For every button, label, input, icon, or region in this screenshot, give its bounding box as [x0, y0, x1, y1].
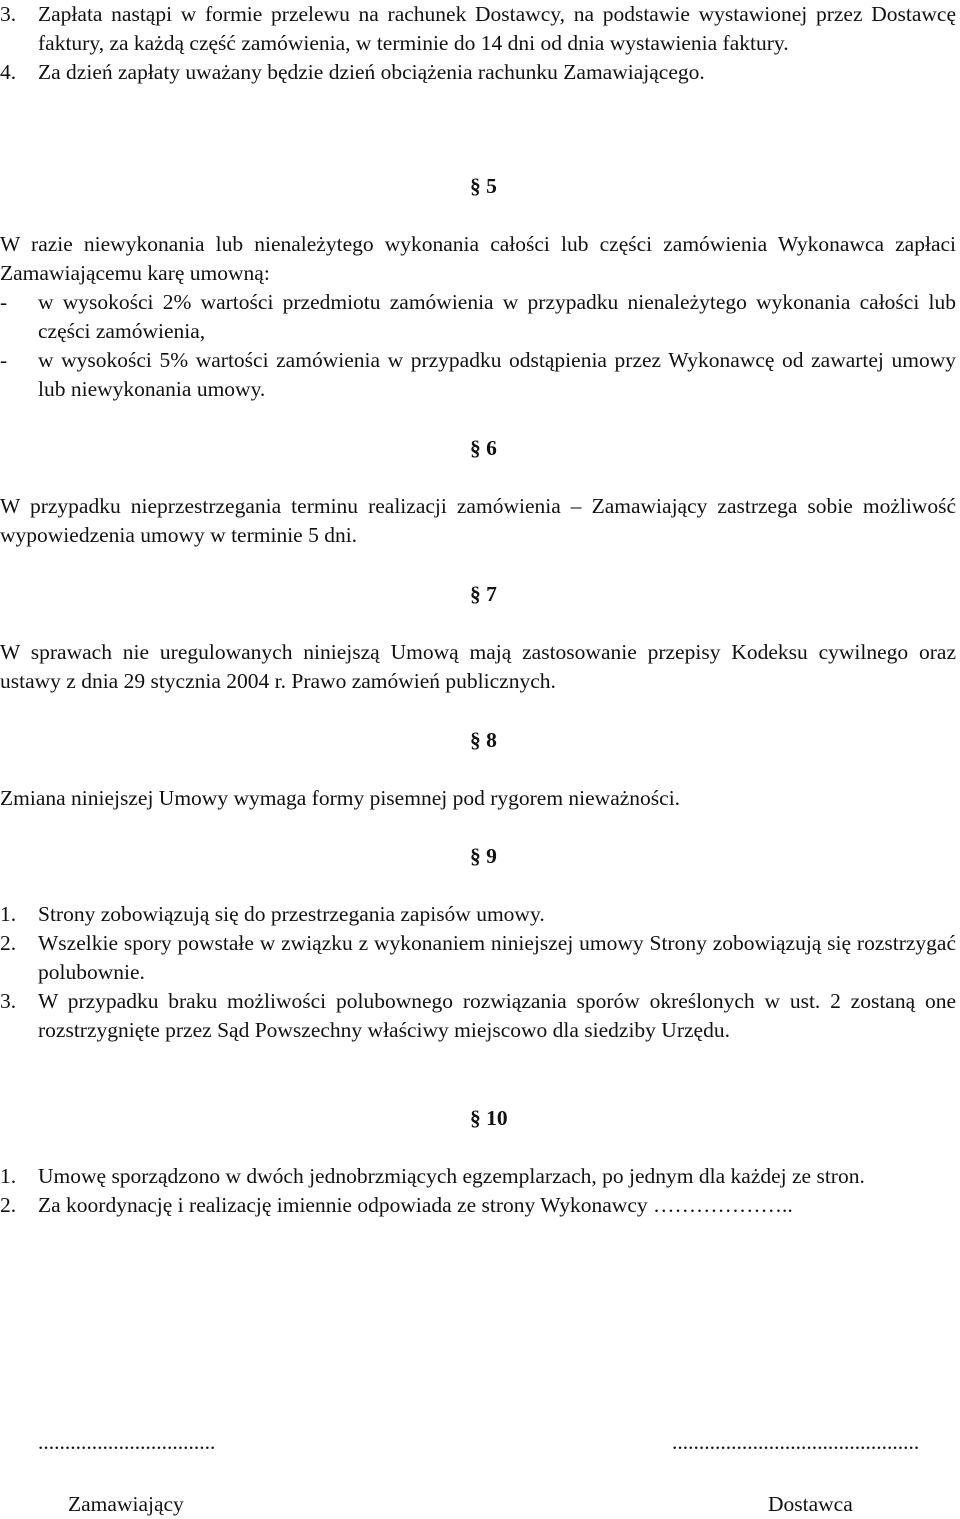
section-heading-6: § 6	[470, 436, 497, 460]
section-heading-9: § 9	[470, 844, 497, 868]
section-5-intro: W razie niewykonania lub nienależytego wykonania całości lub części zamówienia Wykonawca zapłaci Zamawiającemu karę umowną:	[0, 232, 956, 285]
item-dash: -	[0, 290, 8, 314]
item-number: 2.	[0, 931, 17, 955]
item-number: 2.	[0, 1193, 17, 1217]
section-7-text: W sprawach nie uregulowanych niniejszą Umową mają zastosowanie przepisy Kodeksu cywilnego oraz ustawy z dnia 29 stycznia 2004 r. Prawo zamówień publicznych.	[0, 640, 956, 693]
signature-line-left: .................................	[38, 1430, 216, 1454]
item-text: Za koordynację i realizację imiennie odpowiada ze strony Wykonawcy ………………..	[38, 1193, 793, 1217]
item-text: w wysokości 2% wartości przedmiotu zamówienia w przypadku nienależytego wykonania całości lub części zamówienia,	[38, 290, 956, 343]
item-text: Zapłata nastąpi w formie przelewu na rachunek Dostawcy, na podstawie wystawionej przez Dostawcę faktury, za każdą część zamówienia, w terminie do 14 dni od dnia wystawienia faktury.	[38, 2, 956, 55]
item-number: 1.	[0, 902, 17, 926]
item-number: 3.	[0, 2, 17, 26]
list-item	[0, 58, 956, 87]
list-item	[0, 1191, 956, 1220]
section-5-body	[0, 230, 956, 404]
signature-label-right: Dostawca	[768, 1492, 853, 1516]
item-text: Strony zobowiązują się do przestrzegania zapisów umowy.	[38, 902, 545, 926]
list-item	[0, 1162, 956, 1191]
section-heading-7: § 7	[470, 582, 497, 606]
item-dash: -	[0, 348, 8, 372]
item-text: W przypadku braku możliwości polubownego rozwiązania sporów określonych w ust. 2 zostaną one rozstrzygnięte przez Sąd Powszechny właściwy miejscowo dla siedziby Urzędu.	[38, 989, 956, 1042]
item-number: 3.	[0, 989, 17, 1013]
signature-line-right: ..............................................	[672, 1430, 920, 1454]
list-item	[0, 987, 956, 1045]
item-number: 4.	[0, 60, 17, 84]
section-heading-10: § 10	[470, 1106, 508, 1130]
section-8-text: Zmiana niniejszej Umowy wymaga formy pisemnej pod rygorem nieważności.	[0, 786, 681, 810]
section-heading-8: § 8	[470, 728, 497, 752]
payment-clause-list	[0, 0, 956, 87]
section-9-list	[0, 900, 956, 1045]
list-item	[0, 0, 956, 58]
list-item	[0, 900, 956, 929]
section-6-text: W przypadku nieprzestrzegania terminu realizacji zamówienia – Zamawiający zastrzega sobie możliwość wypowiedzenia umowy w terminie 5 dni.	[0, 494, 956, 547]
signature-label-left: Zamawiający	[68, 1492, 184, 1516]
item-text: Za dzień zapłaty uważany będzie dzień obciążenia rachunku Zamawiającego.	[38, 60, 705, 84]
section-heading-5: § 5	[470, 174, 497, 198]
list-item	[0, 346, 956, 404]
item-text: Wszelkie spory powstałe w związku z wykonaniem niniejszej umowy Strony zobowiązują się rozstrzygać polubownie.	[38, 931, 956, 984]
item-text: Umowę sporządzono w dwóch jednobrzmiących egzemplarzach, po jednym dla każdej ze stron.	[38, 1164, 865, 1188]
list-item	[0, 929, 956, 987]
section-10-list	[0, 1162, 956, 1220]
item-text: w wysokości 5% wartości zamówienia w przypadku odstąpienia przez Wykonawcę od zawartej umowy lub niewykonania umowy.	[38, 348, 956, 401]
list-item	[0, 288, 956, 346]
item-number: 1.	[0, 1164, 17, 1188]
